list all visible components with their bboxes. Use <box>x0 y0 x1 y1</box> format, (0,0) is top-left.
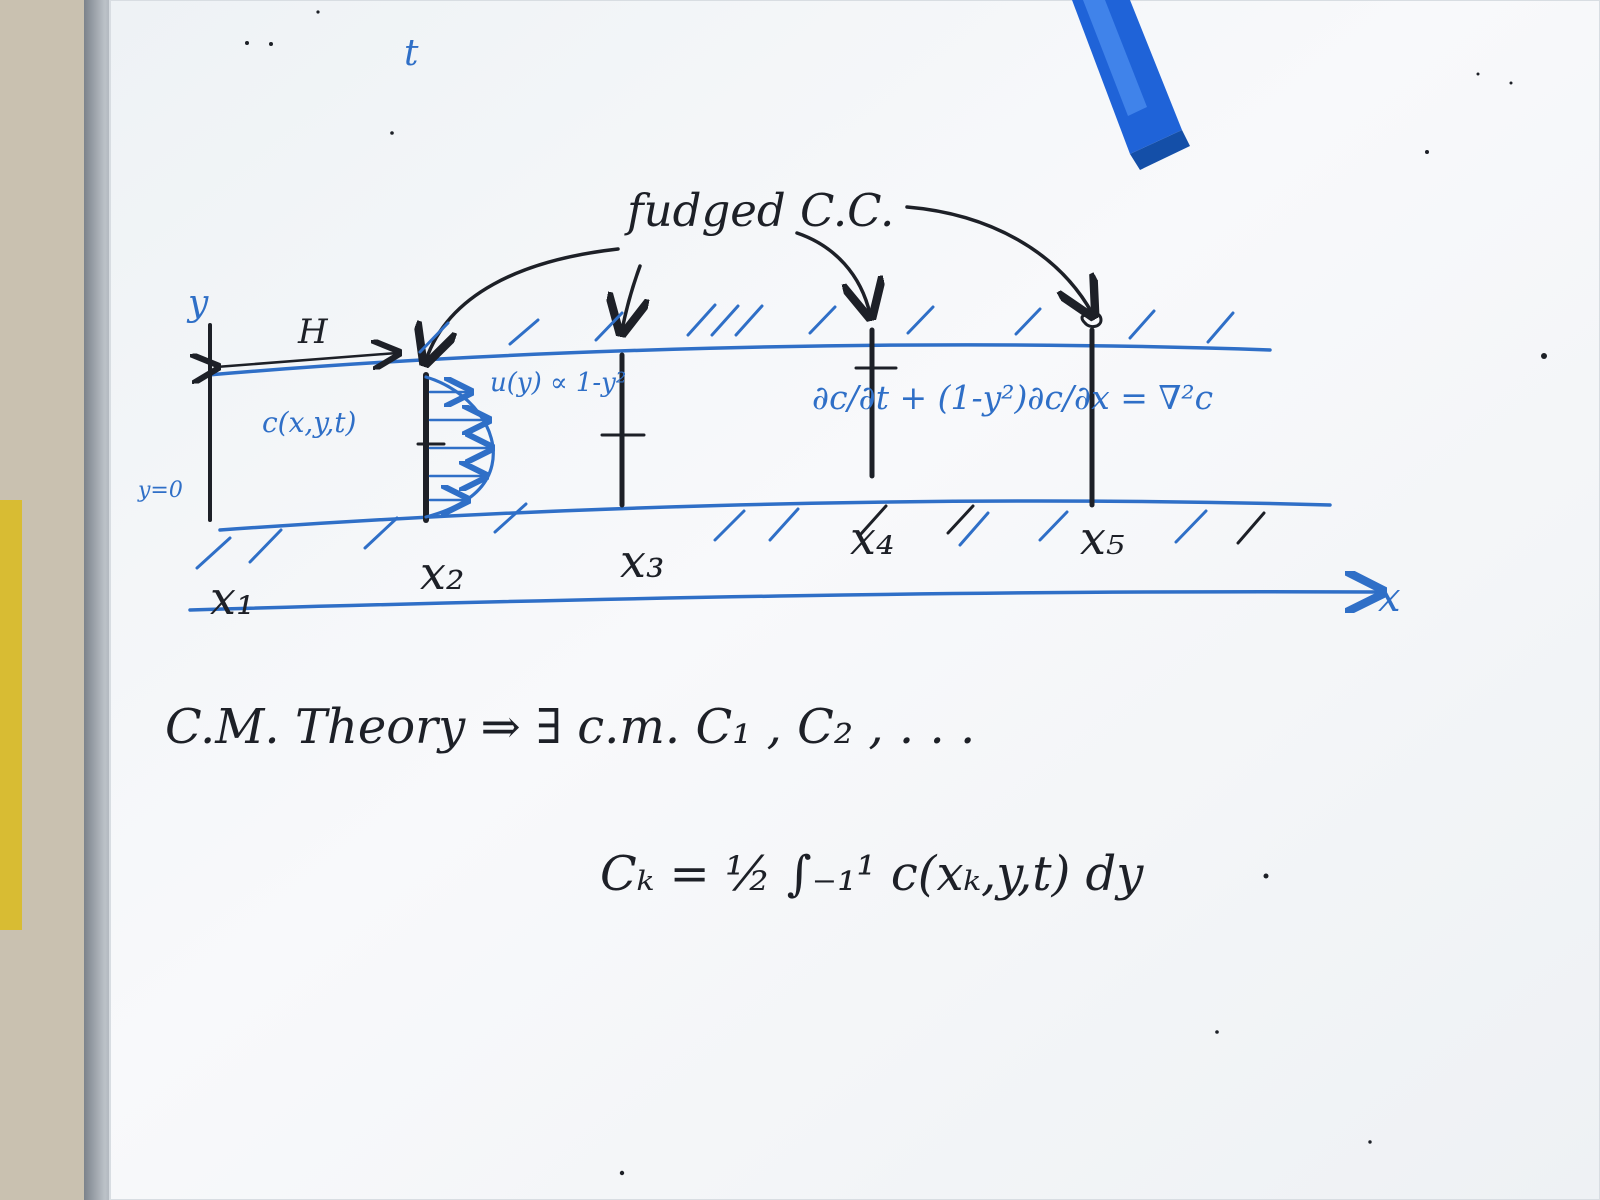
fudged-cc-label: fudged C.C. <box>627 184 895 237</box>
station-x4: x₄ <box>850 511 895 565</box>
y-axis-label: y <box>188 283 209 324</box>
velocity-label: u(y) ∝ 1-y² <box>490 368 627 398</box>
integral-line: Cₖ = ½ ∫₋₁¹ c(xₖ,y,t) dy <box>600 846 1144 902</box>
station-x5: x₅ <box>1080 511 1125 565</box>
pde-label: ∂c/∂t + (1-y²)∂c/∂x = ∇²c <box>812 378 1214 417</box>
x-axis-label: x <box>1378 575 1401 621</box>
distance-h-label: H <box>298 312 328 352</box>
top-t-label: t <box>404 33 419 74</box>
field-function-label: c(x,y,t) <box>262 406 357 439</box>
station-x3: x₃ <box>620 534 665 588</box>
cm-theory-line: C.M. Theory ⇒ ∃ c.m. C₁ , C₂ , . . . <box>165 699 976 755</box>
yellow-folder-edge <box>0 500 22 930</box>
whiteboard-surface <box>110 0 1600 1200</box>
y-zero-label: y=0 <box>138 478 183 503</box>
station-x1: x₁ <box>210 571 255 625</box>
station-x2: x₂ <box>420 546 465 600</box>
